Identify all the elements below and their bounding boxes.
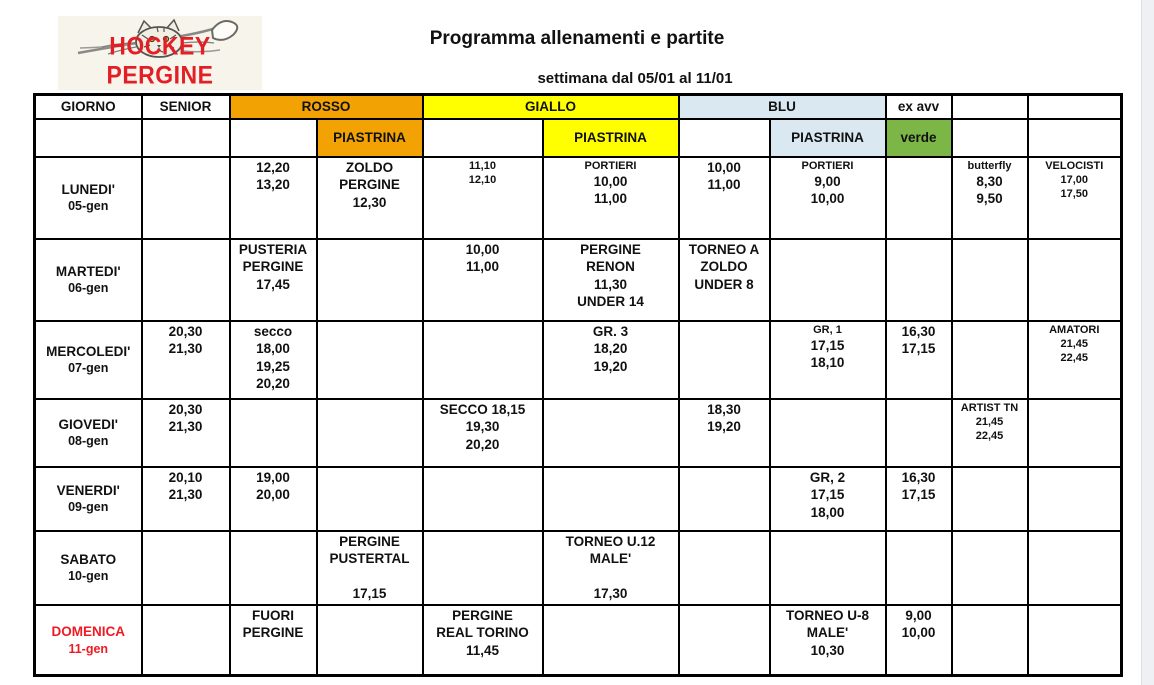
giovedi-giallo-piastrina — [543, 399, 679, 467]
domenica-extra-2 — [1028, 605, 1122, 676]
giovedi-rosso — [230, 399, 317, 467]
sabato-rosso — [230, 531, 317, 605]
sabato-extra-2 — [1028, 531, 1122, 605]
header-blank — [142, 119, 230, 157]
domenica-giallo-piastrina — [543, 605, 679, 676]
header-rosso: ROSSO — [230, 95, 423, 119]
lunedi-extra-1: butterfly 8,30 9,50 — [952, 157, 1028, 239]
venerdi-giallo-piastrina — [543, 467, 679, 531]
martedi-extra-1 — [952, 239, 1028, 321]
mercoledi-blu-piastrina: GR, 1 17,15 18,10 — [770, 321, 886, 399]
mercoledi-rosso-piastrina — [317, 321, 423, 399]
giovedi-extra-2 — [1028, 399, 1122, 467]
page-subtitle: settimana dal 05/01 al 11/01 — [537, 70, 733, 87]
venerdi-rosso-piastrina — [317, 467, 423, 531]
header-piastrina: PIASTRINA — [317, 119, 423, 157]
lunedi-extra-2: VELOCISTI 17,00 17,50 — [1028, 157, 1122, 239]
venerdi-blu — [679, 467, 770, 531]
giovedi-senior: 20,30 21,30 — [142, 399, 230, 467]
header-piastrina: PIASTRINA — [770, 119, 886, 157]
lunedi-rosso: 12,20 13,20 — [230, 157, 317, 239]
lunedi-giallo-piastrina: PORTIERI 10,00 11,00 — [543, 157, 679, 239]
schedule-table — [33, 93, 1123, 677]
domenica-rosso-piastrina — [317, 605, 423, 676]
day-giovedi: GIOVEDI' 08-gen — [35, 399, 142, 467]
domenica-verde: 9,00 10,00 — [886, 605, 952, 676]
day-mercoledi: MERCOLEDI' 07-gen — [35, 321, 142, 399]
martedi-verde — [886, 239, 952, 321]
header-blank — [952, 119, 1028, 157]
giovedi-verde — [886, 399, 952, 467]
header-giorno: GIORNO — [35, 95, 142, 119]
day-venerdi: VENERDI' 09-gen — [35, 467, 142, 531]
day-lunedi: LUNEDI' 05-gen — [35, 157, 142, 239]
martedi-extra-2 — [1028, 239, 1122, 321]
header-giallo: GIALLO — [423, 95, 679, 119]
venerdi-extra-1 — [952, 467, 1028, 531]
lunedi-rosso-piastrina: ZOLDO PERGINE 12,30 — [317, 157, 423, 239]
sabato-blu — [679, 531, 770, 605]
header-senior: SENIOR — [142, 95, 230, 119]
mercoledi-verde: 16,30 17,15 — [886, 321, 952, 399]
day-martedi: MARTEDI' 06-gen — [35, 239, 142, 321]
giovedi-blu-piastrina — [770, 399, 886, 467]
martedi-giallo: 10,00 11,00 — [423, 239, 543, 321]
header-blank — [1028, 119, 1122, 157]
sabato-blu-piastrina — [770, 531, 886, 605]
header-blu: BLU — [679, 95, 886, 119]
venerdi-extra-2 — [1028, 467, 1122, 531]
mercoledi-blu — [679, 321, 770, 399]
lunedi-senior — [142, 157, 230, 239]
sabato-verde — [886, 531, 952, 605]
header-blank — [35, 119, 142, 157]
domenica-extra-1 — [952, 605, 1028, 676]
mercoledi-extra-2: AMATORI 21,45 22,45 — [1028, 321, 1122, 399]
venerdi-verde: 16,30 17,15 — [886, 467, 952, 531]
sabato-extra-1 — [952, 531, 1028, 605]
lunedi-giallo: 11,10 12,10 — [423, 157, 543, 239]
domenica-rosso: FUORI PERGINE — [230, 605, 317, 676]
giovedi-rosso-piastrina — [317, 399, 423, 467]
header-blank — [230, 119, 317, 157]
lunedi-verde — [886, 157, 952, 239]
domenica-giallo: PERGINE REAL TORINO 11,45 — [423, 605, 543, 676]
martedi-blu: TORNEO A ZOLDO UNDER 8 — [679, 239, 770, 321]
domenica-senior — [142, 605, 230, 676]
header-blank — [679, 119, 770, 157]
day-domenica: DOMENICA 11-gen — [35, 605, 142, 676]
venerdi-giallo — [423, 467, 543, 531]
martedi-giallo-piastrina: PERGINE RENON 11,30 UNDER 14 — [543, 239, 679, 321]
mercoledi-extra-1 — [952, 321, 1028, 399]
lunedi-blu-piastrina: PORTIERI 9,00 10,00 — [770, 157, 886, 239]
sabato-giallo-piastrina: TORNEO U.12 MALE' 17,30 — [543, 531, 679, 605]
venerdi-rosso: 19,00 20,00 — [230, 467, 317, 531]
martedi-senior — [142, 239, 230, 321]
domenica-blu-piastrina: TORNEO U-8 MALE' 10,30 — [770, 605, 886, 676]
sabato-senior — [142, 531, 230, 605]
sabato-rosso-piastrina: PERGINE PUSTERTAL 17,15 — [317, 531, 423, 605]
mercoledi-senior: 20,30 21,30 — [142, 321, 230, 399]
mercoledi-giallo — [423, 321, 543, 399]
domenica-blu — [679, 605, 770, 676]
header-blank — [952, 95, 1028, 119]
martedi-rosso: PUSTERIA PERGINE 17,45 — [230, 239, 317, 321]
giovedi-extra-1: ARTIST TN 21,45 22,45 — [952, 399, 1028, 467]
venerdi-senior: 20,10 21,30 — [142, 467, 230, 531]
martedi-blu-piastrina — [770, 239, 886, 321]
header-blank — [1028, 95, 1122, 119]
day-sabato: SABATO 10-gen — [35, 531, 142, 605]
sabato-giallo — [423, 531, 543, 605]
header-verde: verde — [886, 119, 952, 157]
venerdi-blu-piastrina: GR, 2 17,15 18,00 — [770, 467, 886, 531]
header-piastrina: PIASTRINA — [543, 119, 679, 157]
page-title: Programma allenamenti e partite — [429, 28, 725, 49]
martedi-rosso-piastrina — [317, 239, 423, 321]
page-edge-strip — [1141, 0, 1154, 685]
mercoledi-rosso: secco 18,00 19,25 20,20 — [230, 321, 317, 399]
giovedi-giallo: SECCO 18,15 19,30 20,20 — [423, 399, 543, 467]
logo-text: HOCKEY PERGINE — [106, 31, 214, 90]
header-blank — [423, 119, 543, 157]
header-exavv: ex avv — [886, 95, 952, 119]
mercoledi-giallo-piastrina: GR. 3 18,20 19,20 — [543, 321, 679, 399]
lunedi-blu: 10,00 11,00 — [679, 157, 770, 239]
giovedi-blu: 18,30 19,20 — [679, 399, 770, 467]
